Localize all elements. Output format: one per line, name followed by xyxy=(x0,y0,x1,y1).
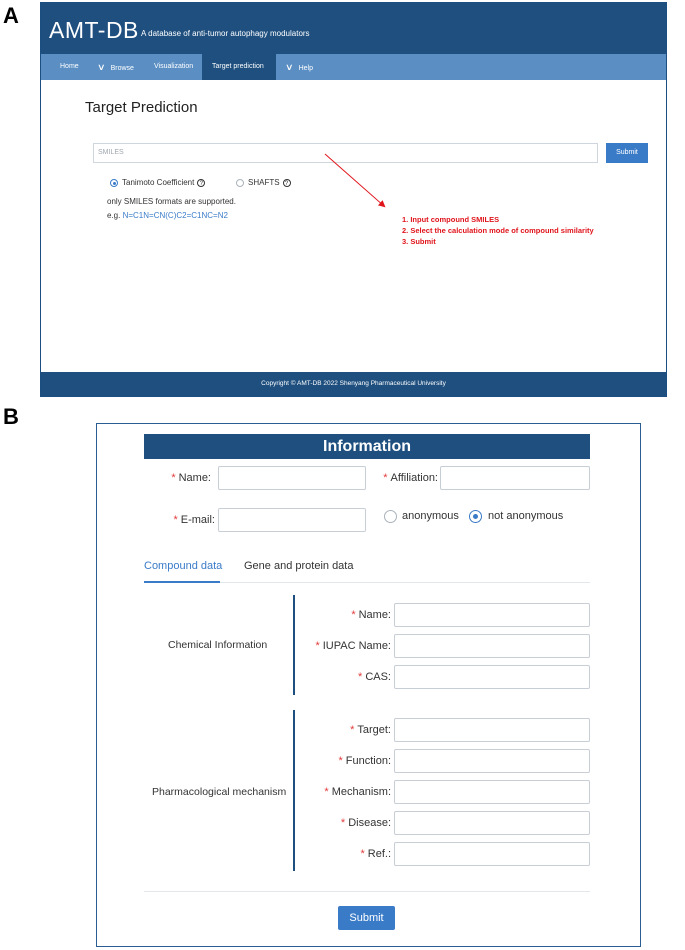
email-label-text: E-mail: xyxy=(180,514,215,526)
ref-field[interactable] xyxy=(394,842,590,866)
email-field[interactable] xyxy=(218,508,366,532)
cas-label xyxy=(358,671,391,683)
method-label: SHAFTS xyxy=(248,178,280,187)
required-mark: * xyxy=(383,472,388,484)
nav-item-label: Help xyxy=(298,65,313,72)
required-mark: * xyxy=(315,640,320,652)
field-label-text: IUPAC Name: xyxy=(322,640,391,652)
radio-anonymous[interactable] xyxy=(384,510,397,523)
required-mark: * xyxy=(171,472,176,484)
format-note: only SMILES formats are supported. xyxy=(107,197,236,206)
app-title[interactable]: AMT-DB xyxy=(49,17,139,43)
function-field[interactable] xyxy=(394,749,590,773)
cas-field[interactable] xyxy=(394,665,590,689)
form-header: Information xyxy=(144,434,590,459)
field-label-text: Mechanism: xyxy=(331,786,391,798)
field-label-text: Disease: xyxy=(348,817,391,829)
panel-label-a: A xyxy=(3,3,19,28)
tab-compound-data[interactable]: Compound data xyxy=(144,560,223,572)
chemical-section-label: Chemical Information xyxy=(168,639,268,651)
mechanism-field[interactable] xyxy=(394,780,590,804)
name-label-text: Name: xyxy=(178,472,211,484)
mechanism-label xyxy=(324,786,391,798)
app-subtitle: A database of anti-tumor autophagy modulators xyxy=(141,29,310,38)
nav-item-label: Visualization xyxy=(154,63,194,70)
target-label xyxy=(350,724,391,736)
name-label xyxy=(171,472,211,484)
field-label-text: Function: xyxy=(345,755,391,767)
compound-name-label xyxy=(351,609,391,621)
required-mark: * xyxy=(324,786,329,798)
required-mark: * xyxy=(351,609,356,621)
instruction-annotation xyxy=(402,214,594,247)
field-label-text: CAS: xyxy=(365,671,391,683)
name-field[interactable] xyxy=(218,466,366,490)
section-divider xyxy=(293,710,295,871)
affiliation-label-text: Affiliation: xyxy=(390,472,438,484)
smiles-input[interactable]: SMILES xyxy=(93,143,598,163)
affiliation-field[interactable] xyxy=(440,466,590,490)
compound-name-field[interactable] xyxy=(394,603,590,627)
required-mark: * xyxy=(173,514,178,526)
help-circle-icon[interactable]: ? xyxy=(197,179,205,187)
target-prediction-screenshot xyxy=(40,2,667,397)
submission-form-screenshot xyxy=(96,423,641,947)
radio-not-anonymous[interactable] xyxy=(469,510,482,523)
nav-item-label: Home xyxy=(60,63,79,70)
required-mark: * xyxy=(358,671,363,683)
disease-field[interactable] xyxy=(394,811,590,835)
not-anonymous-label[interactable]: not anonymous xyxy=(488,510,564,522)
email-label xyxy=(173,514,215,526)
nav-item-label: Target prediction xyxy=(212,63,264,70)
page-title: Target Prediction xyxy=(85,99,198,116)
required-mark: * xyxy=(360,848,365,860)
required-mark: * xyxy=(340,817,346,829)
annotation-line: 1. Input compound SMILES xyxy=(402,215,500,224)
iupac-name-label xyxy=(315,640,391,652)
submit-button[interactable]: Submit xyxy=(606,143,648,163)
help-circle-icon[interactable]: ? xyxy=(283,179,291,187)
section-divider xyxy=(293,595,295,695)
example-smiles-link[interactable]: N=C1N=CN(C)C2=C1NC=N2 xyxy=(122,211,228,220)
annotation-line: 3. Submit xyxy=(402,237,436,246)
affiliation-label xyxy=(383,472,438,484)
footer: Copyright © AMT-DB 2022 Shenyang Pharmaceutical University xyxy=(41,372,666,396)
form-divider xyxy=(144,891,590,892)
required-mark: * xyxy=(350,724,355,736)
disease-label xyxy=(341,817,391,829)
active-tab-indicator xyxy=(144,581,220,583)
required-mark: * xyxy=(338,755,343,767)
pharm-section-label: Pharmacological mechanism xyxy=(152,786,287,798)
ref-label xyxy=(360,848,391,860)
chevron-down-icon: ∨ xyxy=(285,62,294,72)
field-label-text: Ref.: xyxy=(367,848,391,860)
chevron-down-icon: ∨ xyxy=(97,62,106,72)
annotation-arrow xyxy=(41,3,668,398)
panel-label-b: B xyxy=(3,404,19,429)
annotation-line: 2. Select the calculation mode of compound similarity xyxy=(402,226,594,235)
method-label: Tanimoto Coefficient xyxy=(122,178,195,187)
tab-gene-protein-data[interactable]: Gene and protein data xyxy=(244,560,354,572)
field-label-text: Name: xyxy=(358,609,391,621)
field-label-text: Target: xyxy=(357,724,391,736)
iupac-name-field[interactable] xyxy=(394,634,590,658)
target-field[interactable] xyxy=(394,718,590,742)
nav-item-label: Browse xyxy=(110,65,134,72)
function-label xyxy=(338,755,391,767)
example-prefix: e.g. xyxy=(107,211,121,220)
anonymous-label[interactable]: anonymous xyxy=(402,510,459,522)
form-submit-button[interactable]: Submit xyxy=(338,906,395,930)
